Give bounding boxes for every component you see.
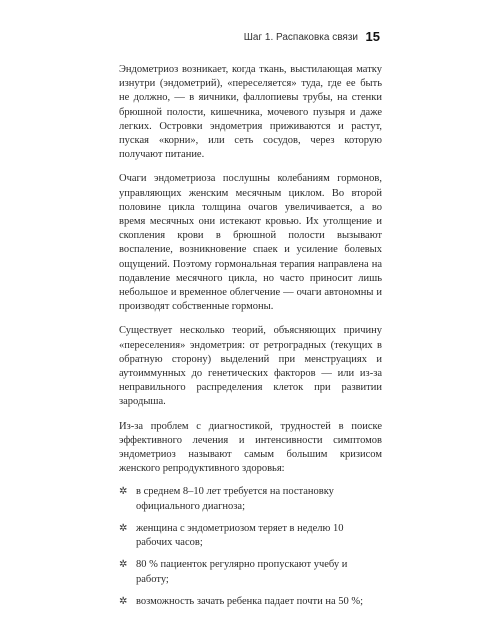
body-text	[119, 63, 382, 617]
page-number: 15	[365, 29, 380, 44]
list-item	[119, 558, 382, 586]
list-item	[119, 522, 382, 550]
list-item-text: в среднем 8–10 лет требуется на постановку официального диагноза;	[136, 486, 334, 512]
asterisk-bullet-icon: ✲	[119, 522, 128, 534]
asterisk-bullet-icon: ✲	[119, 486, 128, 498]
list-item-text: 80 % пациенток регулярно пропускают учебу и работу;	[136, 559, 348, 585]
paragraph: Существует несколько теорий, объясняющих причину «переселения» эндометрия: от ретроградных (текущих в обратную сторону) выделений при менструациях и аутоиммунных до генетических факторов — или из-за неправильного распределения клеток при развитии зародыша.	[119, 325, 382, 408]
running-head: Шаг 1. Распаковка связи	[243, 32, 358, 43]
list-item-text: женщина с эндометриозом теряет в неделю 10 рабочих часов;	[136, 522, 344, 549]
bullet-list	[119, 485, 382, 608]
paragraph: Эндометриоз возникает, когда ткань, выстилающая матку изнутри (эндометрий), «переселяется» туда, где ее быть не должно, — в яичники, фаллопиевы трубы, на стенки брюшной полости, кишечника, мочевого пузыря и даже легких. Островки эндометрия приживаются и растут, пуская «корни», или сеть сосудов, через которую получают питание.	[119, 64, 382, 161]
paragraph: Из-за проблем с диагностикой, трудностей в поиске эффективного лечения и интенсивности симптомов эндометриоз называют самым большим кризисом женского репродуктивного здоровья:	[119, 420, 382, 475]
asterisk-bullet-icon: ✲	[119, 559, 128, 571]
paragraph: Очаги эндометриоза послушны колебаниям гормонов, управляющих женским месячным циклом. Во второй половине цикла толщина очагов увеличивается, а во время месячных они истекают кровью. Их утолщение и скопления крови в брюшной полости вызывают воспаление, возникновение спаек и усиление болевых ощущений. Поэтому гормональная терапия направлена на подавление месячного цикла, но часто приносит лишь небольшое и временное облегчение — очаги автономны и производят собственные гормоны.	[119, 173, 382, 313]
list-item-text: возможность зачать ребенка падает почти на 50 %;	[136, 595, 364, 607]
asterisk-bullet-icon: ✲	[119, 595, 128, 607]
list-item	[119, 595, 382, 609]
